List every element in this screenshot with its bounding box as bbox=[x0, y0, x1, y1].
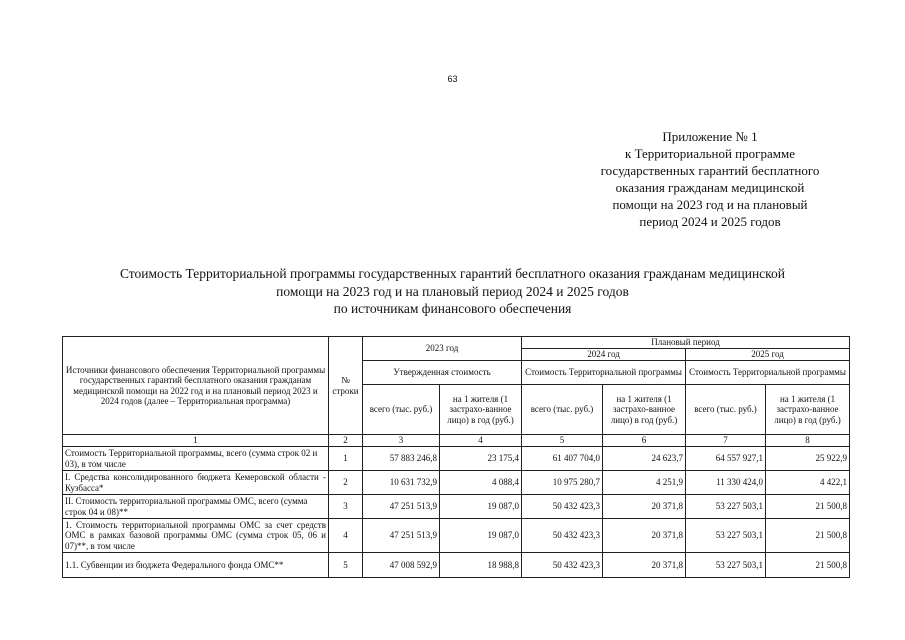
header-year-2023: 2023 год bbox=[363, 337, 522, 361]
row-source-name: 1. Стоимость территориальной программы ОМС за счет средств ОМС в рамках базовой программы ОМС (сумма строк 05, 06 и 07)**, в том числе bbox=[63, 519, 329, 553]
column-index: 1 bbox=[63, 435, 329, 447]
cell-total-2024: 50 432 423,3 bbox=[522, 553, 603, 578]
appendix-line: период 2024 и 2025 годов bbox=[639, 214, 781, 229]
cell-total-2024: 50 432 423,3 bbox=[522, 519, 603, 553]
cell-per-capita-2025: 21 500,8 bbox=[766, 519, 850, 553]
row-source-name: I. Средства консолидированного бюджета Кемеровской области - Кузбасса* bbox=[63, 471, 329, 495]
appendix-line: помощи на 2023 год и на плановый bbox=[612, 197, 808, 212]
header-total-2024: всего (тыс. руб.) bbox=[522, 385, 603, 435]
row-number: 3 bbox=[329, 495, 363, 519]
appendix-line: государственных гарантий бесплатного bbox=[600, 163, 820, 178]
cell-total-2025: 53 227 503,1 bbox=[686, 553, 766, 578]
row-source-name: II. Стоимость территориальной программы ОМС, всего (сумма строк 04 и 08)** bbox=[63, 495, 329, 519]
table-row bbox=[63, 447, 850, 471]
cell-per-capita-2024: 24 623,7 bbox=[603, 447, 686, 471]
title-line: Стоимость Территориальной программы государственных гарантий бесплатного оказания гражданам медицинской bbox=[119, 266, 786, 281]
row-source-name: 1.1. Субвенции из бюджета Федерального фонда ОМС** bbox=[63, 553, 329, 578]
header-row-number: № строки bbox=[329, 337, 363, 435]
cell-per-capita-2024: 20 371,8 bbox=[603, 519, 686, 553]
financing-table bbox=[62, 336, 850, 578]
table-row bbox=[63, 519, 850, 553]
column-index: 2 bbox=[329, 435, 363, 447]
table-row bbox=[63, 471, 850, 495]
cell-per-capita-2024: 20 371,8 bbox=[603, 553, 686, 578]
cell-total-2025: 64 557 927,1 bbox=[686, 447, 766, 471]
table-row bbox=[63, 553, 850, 578]
column-index-row bbox=[63, 435, 850, 447]
cell-total-2023: 47 251 513,9 bbox=[363, 495, 440, 519]
row-number: 5 bbox=[329, 553, 363, 578]
header-planned-period: Плановый период bbox=[522, 337, 850, 349]
row-source-name: Стоимость Территориальной программы, всего (сумма строк 02 и 03), в том числе bbox=[63, 447, 329, 471]
header-year-2024: 2024 год bbox=[522, 349, 686, 361]
row-number: 1 bbox=[329, 447, 363, 471]
cell-per-capita-2025: 21 500,8 bbox=[766, 495, 850, 519]
cell-per-capita-2024: 20 371,8 bbox=[603, 495, 686, 519]
column-index: 4 bbox=[440, 435, 522, 447]
header-per-capita-2023: на 1 жителя (1 застрахо-ванное лицо) в год (руб.) bbox=[440, 385, 522, 435]
cell-total-2025: 11 330 424,0 bbox=[686, 471, 766, 495]
header-approved-cost: Утвержденная стоимость bbox=[363, 361, 522, 385]
appendix-line: к Территориальной программе bbox=[625, 146, 795, 161]
header-per-capita-2024: на 1 жителя (1 застрахо-ванное лицо) в год (руб.) bbox=[603, 385, 686, 435]
cell-per-capita-2024: 4 251,9 bbox=[603, 471, 686, 495]
header-total-2023: всего (тыс. руб.) bbox=[363, 385, 440, 435]
row-number: 4 bbox=[329, 519, 363, 553]
cell-total-2025: 53 227 503,1 bbox=[686, 495, 766, 519]
document-title bbox=[40, 265, 865, 318]
title-line: помощи на 2023 год и на плановый период 2024 и 2025 годов bbox=[276, 283, 629, 299]
cell-total-2024: 10 975 280,7 bbox=[522, 471, 603, 495]
cell-total-2024: 61 407 704,0 bbox=[522, 447, 603, 471]
title-line: по источникам финансового обеспечения bbox=[333, 301, 572, 316]
cell-per-capita-2023: 18 988,8 bbox=[440, 553, 522, 578]
cell-total-2023: 47 251 513,9 bbox=[363, 519, 440, 553]
cell-total-2023: 10 631 732,9 bbox=[363, 471, 440, 495]
cell-per-capita-2025: 21 500,8 bbox=[766, 553, 850, 578]
cell-total-2023: 57 883 246,8 bbox=[363, 447, 440, 471]
header-year-2025: 2025 год bbox=[686, 349, 850, 361]
column-index: 7 bbox=[686, 435, 766, 447]
header-per-capita-2025: на 1 жителя (1 застрахо-ванное лицо) в год (руб.) bbox=[766, 385, 850, 435]
cell-per-capita-2025: 4 422,1 bbox=[766, 471, 850, 495]
cell-per-capita-2025: 25 922,9 bbox=[766, 447, 850, 471]
column-index: 5 bbox=[522, 435, 603, 447]
cell-per-capita-2023: 23 175,4 bbox=[440, 447, 522, 471]
table-row bbox=[63, 495, 850, 519]
appendix-line: оказания гражданам медицинской bbox=[615, 180, 805, 195]
header-program-cost-2024: Стоимость Территориальной программы bbox=[522, 361, 686, 385]
appendix-heading bbox=[560, 128, 860, 230]
cell-per-capita-2023: 4 088,4 bbox=[440, 471, 522, 495]
header-program-cost-2025: Стоимость Территориальной программы bbox=[686, 361, 850, 385]
cell-per-capita-2023: 19 087,0 bbox=[440, 495, 522, 519]
row-number: 2 bbox=[329, 471, 363, 495]
column-index: 8 bbox=[766, 435, 850, 447]
column-index: 3 bbox=[363, 435, 440, 447]
header-total-2025: всего (тыс. руб.) bbox=[686, 385, 766, 435]
header-source: Источники финансового обеспечения Территориальной программы государственных гарантий бесплатного оказания гражданам медицинской помощи на 2022 год и на плановый период 2023 и 2024 годов (далее – Территориальная программа) bbox=[63, 337, 329, 435]
cell-total-2023: 47 008 592,9 bbox=[363, 553, 440, 578]
appendix-line: Приложение № 1 bbox=[662, 129, 758, 144]
page-number: 63 bbox=[447, 74, 458, 84]
cell-total-2024: 50 432 423,3 bbox=[522, 495, 603, 519]
cell-per-capita-2023: 19 087,0 bbox=[440, 519, 522, 553]
cell-total-2025: 53 227 503,1 bbox=[686, 519, 766, 553]
column-index: 6 bbox=[603, 435, 686, 447]
